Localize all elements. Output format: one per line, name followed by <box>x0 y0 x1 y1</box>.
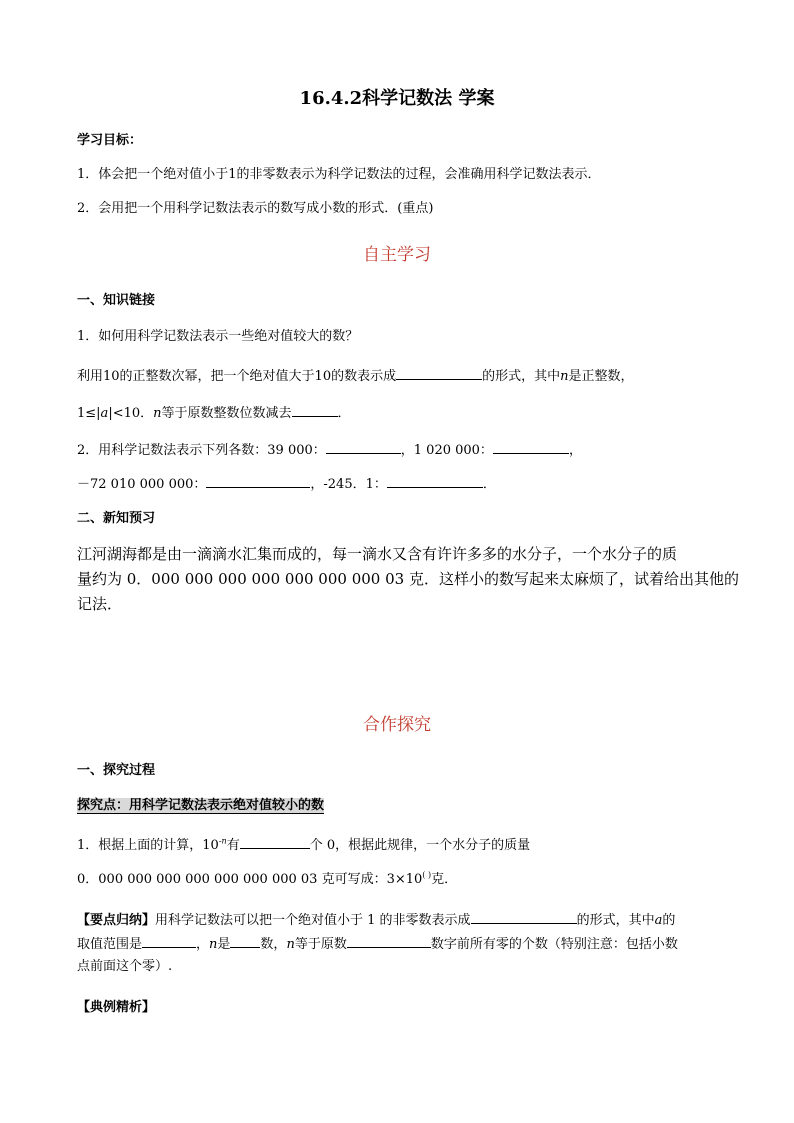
section-title-self-study: 自主学习 <box>363 245 431 265</box>
e1-text-e: 克． <box>431 872 458 887</box>
summary-blank-form[interactable] <box>471 910 577 924</box>
question-2-line-1 <box>77 440 582 460</box>
objective-item-1: 1．体会把一个绝对值小于1的非零数表示为科学记数法的过程，会准确用科学记数法表示． <box>77 167 601 182</box>
question-1-line-2 <box>77 403 351 423</box>
example-heading: 【典例精析】 <box>77 1000 156 1015</box>
q1-end-mark: ． <box>337 406 351 421</box>
explore-item-1-line-1 <box>77 835 530 855</box>
summary-var-n-2: n <box>286 937 295 952</box>
section-title-cooperative: 合作探究 <box>363 715 431 735</box>
e1-text-b: 有 <box>226 838 240 853</box>
preview-para-line-1: 江河湖海都是由一滴滴水汇集而成的，每一滴水又含有许许多多的水分子，一个水分子的质 <box>77 545 678 563</box>
summary-text-d: 取值范围是 <box>77 937 143 952</box>
explore-process-heading: 一、探究过程 <box>77 763 156 778</box>
summary-line-1 <box>77 910 675 930</box>
summary-text-i: 数字前所有零的个数（特别注意：包括小数 <box>430 937 678 952</box>
knowledge-link-heading: 一、知识链接 <box>77 293 156 308</box>
q2-text-c: ， <box>568 443 582 458</box>
q1-text-c: 是正整数， <box>568 369 634 384</box>
q2-end-mark: ． <box>482 477 496 492</box>
q1-var-n-2: n <box>153 406 162 421</box>
question-2-line-2 <box>77 474 496 494</box>
objective-item-2: 2．会用把一个用科学记数法表示的数写成小数的形式．(重点) <box>77 201 434 216</box>
q1-range-b: |<10． <box>108 406 154 421</box>
q2-blank-1[interactable] <box>326 440 401 454</box>
summary-blank-range[interactable] <box>142 934 196 948</box>
q2-blank-3[interactable] <box>206 474 310 488</box>
e1-text-d: 0．000 000 000 000 000 000 000 03 克可写成：3×10 <box>77 872 423 887</box>
q1-text-a: 利用10的正整数次幂，把一个绝对值大于10的数表示成 <box>77 369 397 384</box>
summary-blank-first-digit[interactable] <box>347 934 431 948</box>
q2-blank-2[interactable] <box>493 440 569 454</box>
page-title: 16.4.2科学记数法 学案 <box>299 88 495 109</box>
preview-heading: 二、新知预习 <box>77 511 156 526</box>
q2-text-a: 2．用科学记数法表示下列各数：39 000： <box>77 443 326 458</box>
q2-blank-4[interactable] <box>387 474 483 488</box>
q1-blank-form[interactable] <box>396 366 482 380</box>
summary-text-f: 是 <box>217 937 231 952</box>
summary-text-a: 用科学记数法可以把一个绝对值小于 1 的非零数表示成 <box>155 913 471 928</box>
summary-text-e: ， <box>196 937 210 952</box>
q1-range-a: 1≤| <box>77 406 101 421</box>
q2-text-d: －72 010 000 000： <box>77 477 207 492</box>
explore-point <box>77 797 324 815</box>
summary-line-2 <box>77 934 678 954</box>
e1-text-a: 1．根据上面的计算，10 <box>77 838 219 853</box>
q2-text-b: ，1 020 000： <box>400 443 493 458</box>
e1-text-c: 个 0，根据此规律，一个水分子的质量 <box>309 838 531 853</box>
summary-text-b: 的形式，其中 <box>576 913 655 928</box>
q1-var-n: n <box>560 369 569 384</box>
summary-label: 【要点归纳】 <box>77 913 156 928</box>
e1-blank-zeros[interactable] <box>240 835 310 849</box>
question-1-line-1 <box>77 366 634 386</box>
q1-range-c: 等于原数整数位数减去 <box>161 406 292 421</box>
question-1: 1．如何用科学记数法表示一些绝对值较大的数？ <box>77 329 359 344</box>
summary-blank-type[interactable] <box>230 934 260 948</box>
q1-blank-subtract[interactable] <box>292 403 338 417</box>
explore-point-text: 探究点：用科学记数法表示绝对值较小的数 <box>77 798 325 813</box>
preview-para-line-3: 记法． <box>77 595 123 613</box>
summary-text-h: 等于原数 <box>294 937 347 952</box>
q1-var-a: a <box>100 406 109 421</box>
summary-var-n: n <box>209 937 218 952</box>
q1-text-b: 的形式，其中 <box>482 369 561 384</box>
e1-exponent: -n <box>218 836 227 846</box>
summary-var-a: a <box>654 913 663 928</box>
q2-text-e: ，-245．1： <box>310 477 387 492</box>
summary-text-c: 的 <box>662 913 676 928</box>
summary-line-3: 点前面这个零）. <box>77 959 173 974</box>
explore-item-1-line-2 <box>77 871 457 889</box>
objectives-heading: 学习目标： <box>77 133 143 148</box>
e1-exponent-blank[interactable]: ( ) <box>422 870 432 880</box>
summary-text-g: 数， <box>260 937 287 952</box>
preview-para-line-2: 量约为 0．000 000 000 000 000 000 000 03 克．这样小的数写起来太麻烦了，试着给出其他的 <box>77 570 739 588</box>
